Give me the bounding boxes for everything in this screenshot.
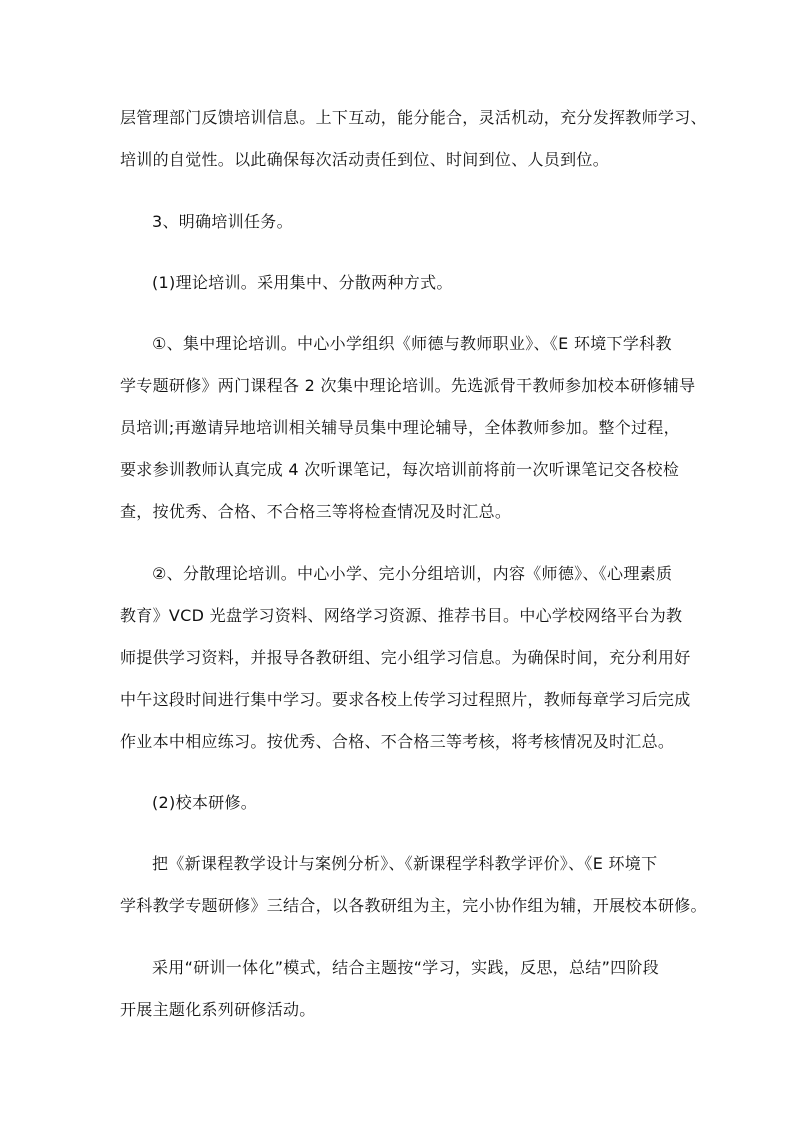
paragraph-line: 教育》VCD 光盘学习资料、网络学习资源、推荐书目。中心学校网络平台为教 xyxy=(120,606,683,625)
paragraph-line: 员培训;再邀请异地培训相关辅导员集中理论辅导，全体教师参加。整个过程， xyxy=(120,418,680,437)
paragraph-line: 学科教学专题研修》三结合，以各教研组为主，完小协作组为辅，开展校本研修。 xyxy=(120,896,707,915)
subsection-heading: (2)校本研修。 xyxy=(152,793,258,812)
paragraph-line: 把《新课程教学设计与案例分析》、《新课程学科教学评价》、《E 环境下 xyxy=(152,854,658,873)
paragraph-line: ②、分散理论培训。中心小学、完小分组培训，内容《师德》、《心理素质 xyxy=(152,564,673,583)
subsection-heading: (1)理论培训。采用集中、分散两种方式。 xyxy=(152,273,453,292)
paragraph-line: 师提供学习资料，并报导各教研组、完小组学习信息。为确保时间，充分利用好 xyxy=(120,648,691,667)
paragraph-line: 学专题研修》两门课程各 2 次集中理论培训。先选派骨干教师参加校本研修辅导 xyxy=(120,376,696,395)
paragraph-line: 开展主题化系列研修活动。 xyxy=(120,1000,316,1019)
paragraph-line: 层管理部门反馈培训信息。上下互动，能分能合，灵活机动，充分发挥教师学习、 xyxy=(120,108,707,127)
paragraph-line: 要求参训教师认真完成 4 次听课笔记，每次培训前将前一次听课笔记交各校检 xyxy=(120,460,680,479)
paragraph-line: 中午这段时间进行集中学习。要求各校上传学习过程照片，教师每章学习后完成 xyxy=(120,690,691,709)
paragraph-line: ①、集中理论培训。中心小学组织《师德与教师职业》、《E 环境下学科教 xyxy=(152,334,672,353)
paragraph-line: 采用“研训一体化”模式，结合主题按“学习，实践，反思，总结”四阶段 xyxy=(152,958,660,977)
section-heading: 3、明确培训任务。 xyxy=(152,212,293,231)
paragraph-line: 作业本中相应练习。按优秀、合格、不合格三等考核，将考核情况及时汇总。 xyxy=(120,732,675,751)
paragraph-line: 培训的自觉性。以此确保每次活动责任到位、时间到位、人员到位。 xyxy=(120,150,610,169)
paragraph-line: 查，按优秀、合格、不合格三等将检查情况及时汇总。 xyxy=(120,502,512,521)
